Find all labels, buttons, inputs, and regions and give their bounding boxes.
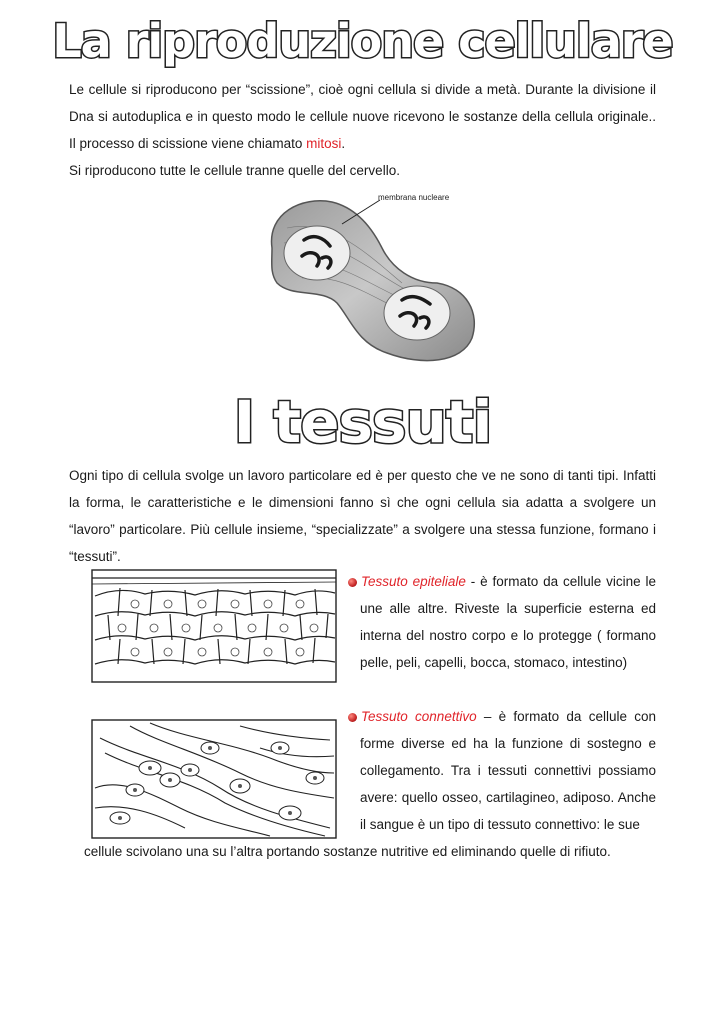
- intro-paragraph: [69, 76, 656, 184]
- connettivo-tail: cellule scivolano una su l’altra portando sostanze nutritive ed eliminando quelle di rifiuto.: [84, 844, 611, 859]
- page-title: La riproduzione cellulare: [52, 14, 673, 68]
- membrana-nucleare-label: membrana nucleare: [378, 193, 450, 202]
- section-title-tessuti: I tessuti: [233, 388, 492, 456]
- connective-tissue-illustration: [90, 718, 340, 842]
- dividing-cell-drawing: [262, 188, 482, 366]
- intro-text: Le cellule si riproducono per “scissione”, cioè ogni cellula si divide a metà. Durante la divisione il Dna si autoduplica e in questo modo le cellule nuove ricevono le sostanze della cellula originale.. Il processo di scissione viene chiamato: [69, 82, 656, 151]
- connettivo-paragraph: [348, 703, 656, 838]
- epiteliale-item: [348, 568, 656, 676]
- epithelial-tissue-drawing: [90, 568, 340, 686]
- red-bullet-icon: [348, 713, 357, 722]
- intro-period: .: [341, 136, 346, 151]
- epiteliale-name: Tessuto epiteliale: [361, 574, 466, 589]
- epiteliale-text: - è formato da cellule vicine le une alle altre. Riveste la superficie esterna ed interna del nostro corpo e lo protegge ( formano pelle, peli, capelli, bocca, stomaco, intestino): [360, 574, 656, 670]
- mitosis-illustration: [262, 188, 482, 366]
- connective-tissue-drawing: [90, 718, 340, 842]
- red-bullet-icon: [348, 578, 357, 587]
- intro-note: Si riproducono tutte le cellule tranne quelle del cervello.: [69, 163, 400, 178]
- connettivo-name: Tessuto connettivo: [361, 709, 477, 724]
- tessuti-intro: Ogni tipo di cellula svolge un lavoro particolare ed è per questo che ve ne sono di tanti tipi. Infatti la forma, le caratteristiche e le dimensioni fanno sì che ogni cellula sia adatta a svolgere un “lavoro” particolare. Più cellule insieme, “specializzate” a svolgere una stessa funzione, formano i “tessuti”.: [69, 468, 656, 564]
- mitosi-highlight: mitosi: [306, 136, 342, 151]
- epithelial-tissue-illustration: [90, 568, 340, 686]
- connettivo-text: – è formato da cellule con forme diverse ed ha la funzione di sostegno e collegamento. Tra i tessuti connettivi possiamo avere: quello osseo, cartilagineo, adiposo. Anche il sangue è un tipo di tessuto connettivo: le sue: [360, 709, 657, 832]
- connettivo-item: [348, 703, 656, 838]
- epiteliale-paragraph: [348, 568, 656, 676]
